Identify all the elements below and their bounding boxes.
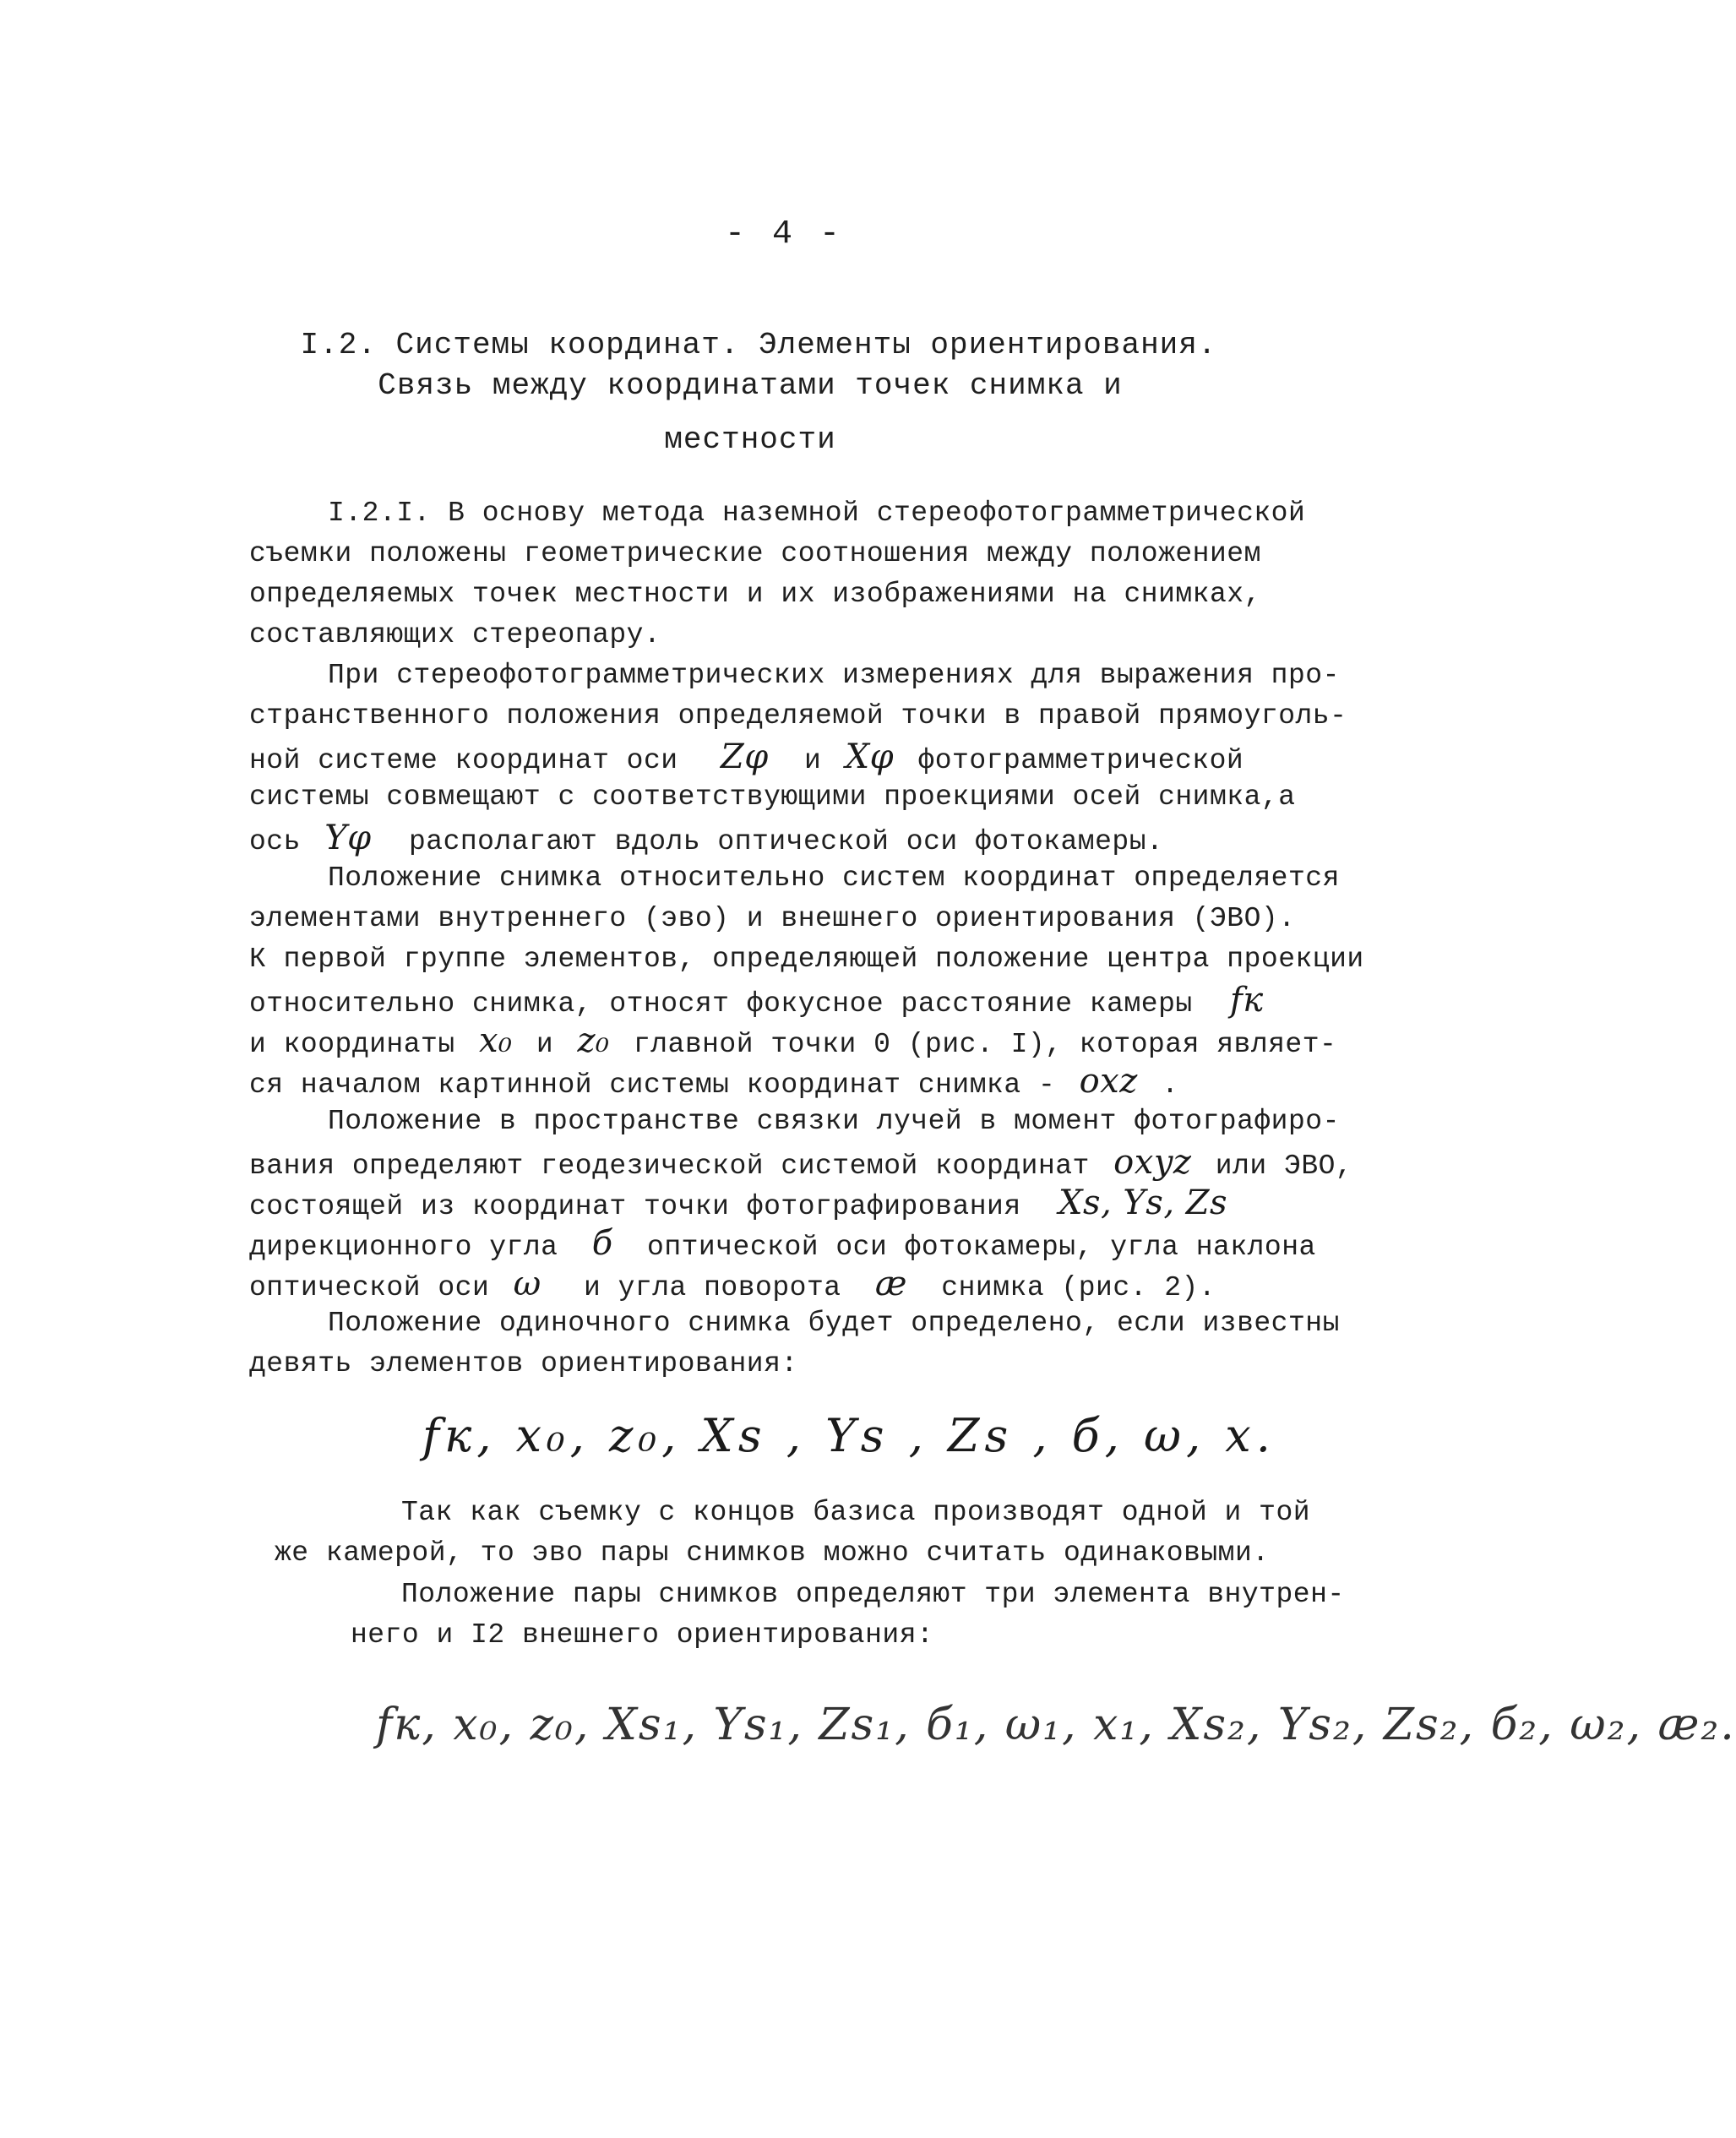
focal-length-symbol: fк	[1230, 981, 1264, 1020]
z-phi-symbol: Zφ	[720, 737, 769, 776]
text-line: Так как съемку с концов базиса производят одной и той	[401, 1497, 1311, 1528]
text-line: К первой группе элементов, определяющей положение центра проекции	[249, 944, 1364, 975]
text-fragment: ся началом картинной системы координат снимка -	[249, 1069, 1056, 1101]
text-fragment: оптической оси	[249, 1272, 490, 1303]
text-line	[249, 821, 1163, 859]
text-line	[249, 1183, 1234, 1224]
text-line	[249, 1267, 1216, 1305]
text-fragment: и	[536, 1029, 554, 1060]
text-fragment: оптической оси фотокамеры, угла наклона	[647, 1232, 1316, 1263]
text-line: элементами внутреннего (эво) и внешнего ориентирования (ЭВО).	[249, 903, 1296, 934]
station-coordinates-symbol: Xs, Ys, Zs	[1058, 1183, 1228, 1222]
text-line: Положение пары снимков определяют три элемента внутрен-	[401, 1579, 1345, 1610]
text-fragment: относительно снимка, относят фокусное расстояние камеры	[249, 988, 1193, 1020]
section-heading-line-3: местности	[664, 422, 836, 457]
page-number: - 4 -	[724, 215, 844, 253]
text-fragment: главной точки 0 (рис. I), которая являет-	[633, 1029, 1337, 1060]
text-line: съемки положены геометрические соотношения между положением	[249, 538, 1261, 569]
text-line	[249, 1224, 1316, 1265]
y-phi-symbol: Yφ	[324, 819, 372, 857]
text-fragment: вания определяют геодезической системой координат	[249, 1151, 1090, 1182]
text-fragment: состоящей из координат точки фотографирования	[249, 1191, 1021, 1222]
x-phi-symbol: Xφ	[845, 737, 895, 776]
rotation-symbol: æ	[874, 1265, 907, 1303]
text-line: определяемых точек местности и их изображениями на снимках,	[249, 579, 1261, 610]
text-line	[249, 1021, 1337, 1062]
text-line: системы совмещают с соответствующими проекциями осей снимка,а	[249, 781, 1296, 813]
section-heading-line-1: I.2. Системы координат. Элементы ориентирования.	[300, 328, 1217, 362]
text-fragment: ось	[249, 826, 301, 857]
text-line: составляющих стереопару.	[249, 619, 661, 650]
text-line: него и I2 внешнего ориентирования:	[351, 1619, 934, 1651]
text-fragment: и координаты	[249, 1029, 455, 1060]
text-line	[249, 1064, 1178, 1102]
text-fragment: ной системе координат оси	[249, 745, 678, 776]
oxz-symbol: oxz	[1079, 1062, 1138, 1101]
text-fragment: .	[1162, 1069, 1179, 1101]
text-line: же камерой, то эво пары снимков можно считать одинаковыми.	[275, 1537, 1270, 1569]
text-fragment: или ЭВО,	[1215, 1151, 1353, 1182]
stereo-pair-elements-formula: fк, x₀, z₀, Xs₁, Ys₁, Zs₁, б₁, ω₁, x₁, Xs₂, Ys₂, Zs₂, б₂, ω₂, æ₂.	[376, 1700, 1736, 1750]
text-line	[249, 1145, 1352, 1183]
text-fragment: и	[804, 745, 822, 776]
text-line: странственного положения определяемой точки в правой прямоуголь-	[249, 700, 1347, 732]
text-line	[249, 737, 1244, 778]
text-fragment: снимка (рис. 2).	[941, 1272, 1216, 1303]
text-line: Положение одиночного снимка будет определено, если известны	[328, 1308, 1340, 1339]
tilt-symbol: ω	[513, 1265, 541, 1303]
text-fragment: фотограмметрической	[917, 745, 1244, 776]
text-line: При стереофотограмметрических измерениях для выражения про-	[328, 660, 1340, 691]
single-photo-elements-formula: fк, x₀, z₀, Xs , Ys , Zs , б, ω, x.	[422, 1409, 1276, 1462]
text-line: I.2.I. В основу метода наземной стереофотограмметрической	[328, 498, 1306, 529]
text-fragment: дирекционного угла	[249, 1232, 558, 1263]
z0-symbol: z₀	[577, 1021, 610, 1060]
text-line: Положение снимка относительно систем координат определяется	[328, 862, 1340, 894]
text-fragment: и угла поворота	[584, 1272, 841, 1303]
text-fragment: располагают вдоль оптической оси фотокамеры.	[408, 826, 1164, 857]
text-line	[249, 983, 1271, 1021]
text-line: Положение в пространстве связки лучей в момент фотографиро-	[328, 1106, 1340, 1137]
section-heading-line-2: Связь между координатами точек снимка и	[378, 368, 1123, 403]
text-line: девять элементов ориентирования:	[249, 1348, 798, 1379]
azimuth-symbol: б	[591, 1224, 613, 1263]
oxyz-symbol: oxyz	[1113, 1143, 1192, 1182]
x0-symbol: x₀	[478, 1021, 513, 1060]
